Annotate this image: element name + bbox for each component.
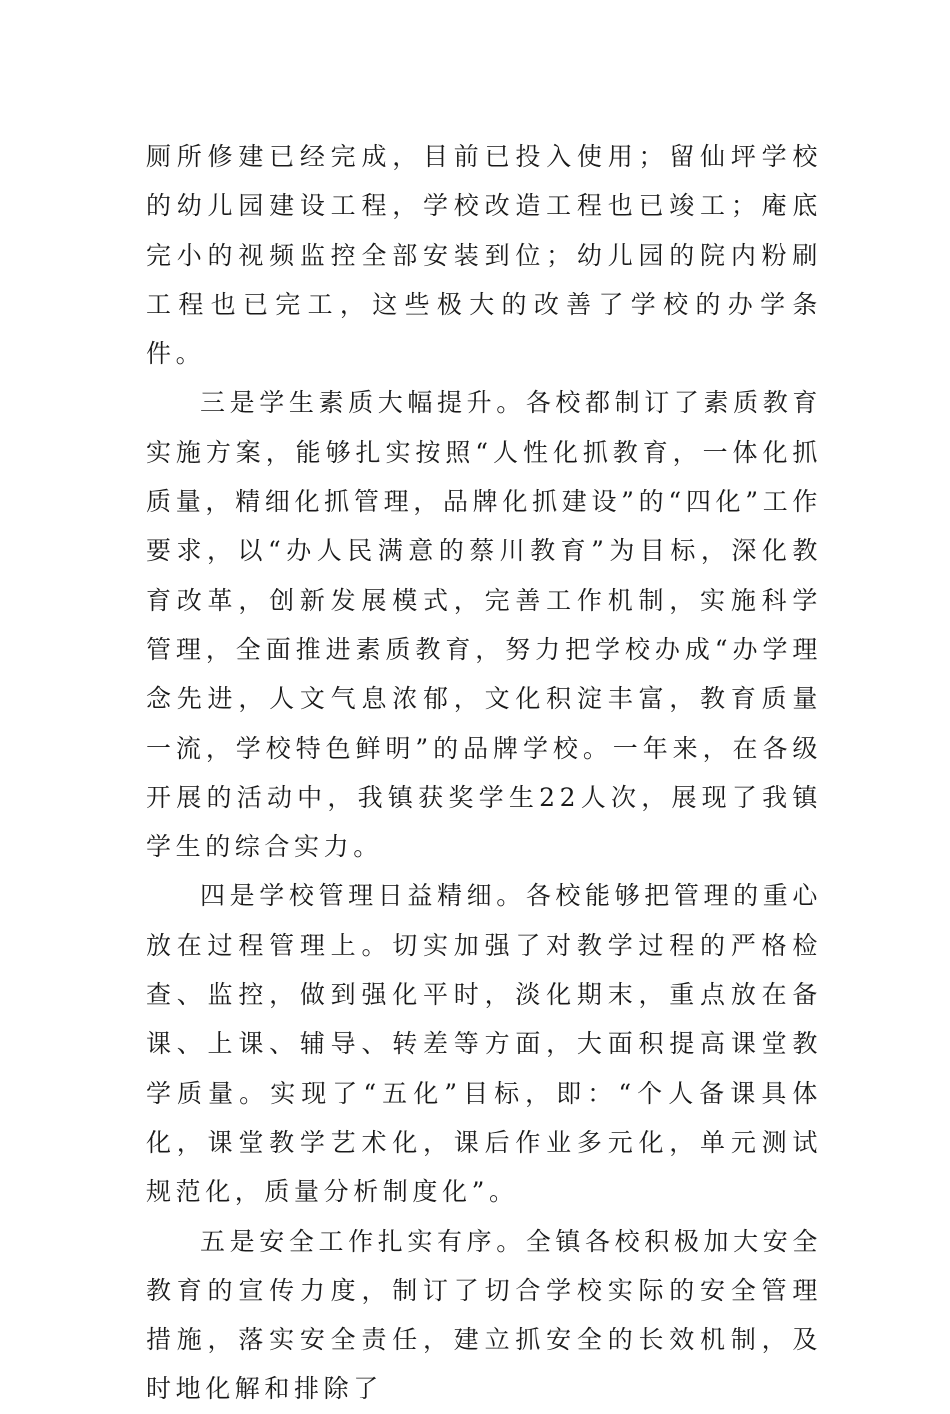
paragraph-safety-work: 五是安全工作扎实有序。全镇各校积极加大安全教育的宣传力度，制订了切合学校实际的安全管理措施，落实安全责任，建立抓安全的长效机制，及时地化解和排除了 — [146, 1226, 822, 1404]
document-body — [146, 132, 822, 1414]
paragraph-student-quality: 三是学生素质大幅提升。各校都制订了素质教育实施方案，能够扎实按照“人性化抓教育，一体化抓质量，精细化抓管理，品牌化抓建设”的“四化”工作要求，以“办人民满意的蔡川教育”为目标，深化教育改革，创新发展模式，完善工作机制，实施科学管理，全面推进素质教育，努力把学校办成“办学理念先进，人文气息浓郁，文化积淀丰富，教育质量一流，学校特色鲜明”的品牌学校。一年来，在各级开展的活动中，我镇获奖学生22人次，展现了我镇学生的综合实力。 — [146, 388, 822, 862]
paragraph-continuation: 厕所修建已经完成，目前已投入使用；留仙坪学校的幼儿园建设工程，学校改造工程也已竣工；庵底完小的视频监控全部安装到位；幼儿园的院内粉刷工程也已完工，这些极大的改善了学校的办学条件。 — [146, 142, 822, 369]
paragraph-school-management: 四是学校管理日益精细。各校能够把管理的重心放在过程管理上。切实加强了对教学过程的严格检查、监控，做到强化平时，淡化期末，重点放在备课、上课、辅导、转差等方面，大面积提高课堂教学质量。实现了“五化”目标，即：“个人备课具体化，课堂教学艺术化，课后作业多元化，单元测试规范化，质量分析制度化”。 — [146, 881, 822, 1207]
